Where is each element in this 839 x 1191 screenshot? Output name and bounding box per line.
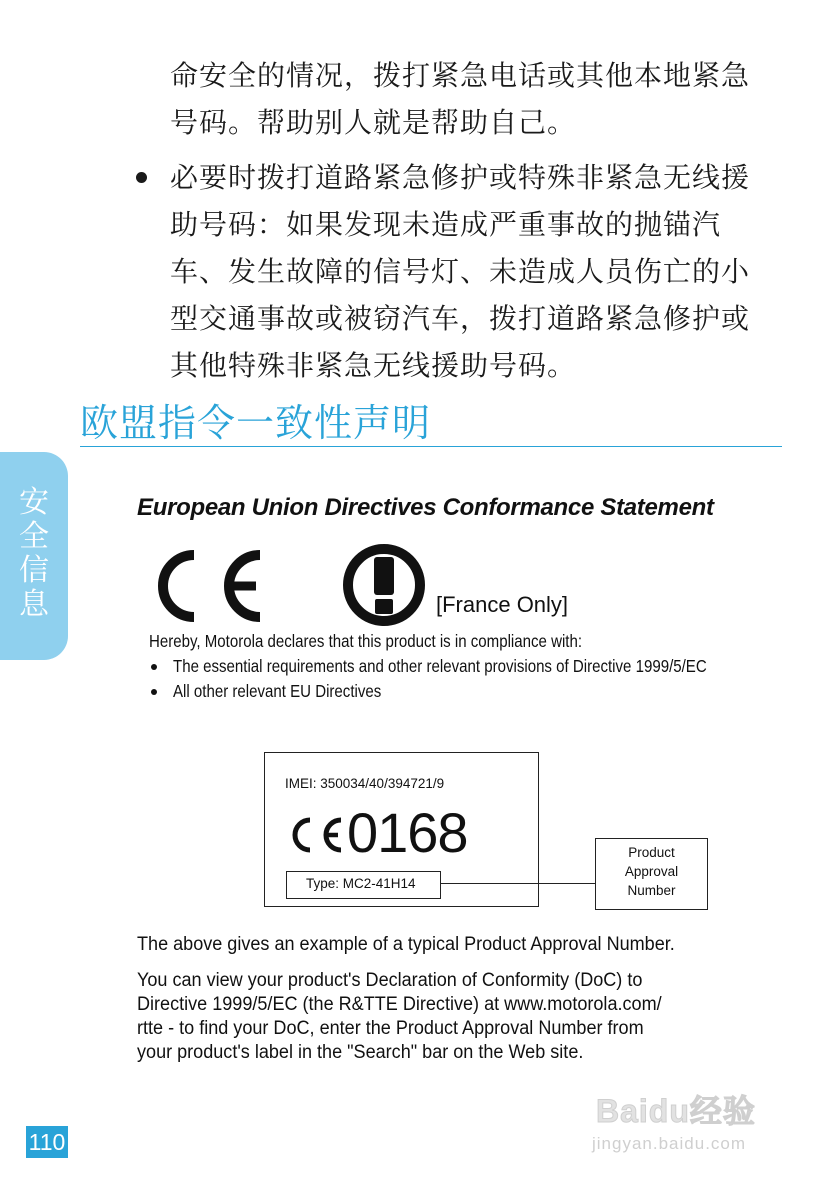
callout-line: Number [627,883,676,898]
text-line: Directive 1999/5/EC (the R&TTE Directive) at www.motorola.com/ [137,994,662,1015]
bullet-paragraph [170,154,790,389]
approval-callout-label [595,843,708,900]
directive-bullet: The essential requirements and other relevant provisions of Directive 1999/5/EC [173,656,707,676]
bullet-icon [151,689,157,695]
text-line: rtte - to find your DoC, enter the Product Approval Number from [137,1018,644,1039]
section-title: 欧盟指令一致性声明 [80,401,432,445]
text-line: 车、发生故障的信号灯、未造成人员伤亡的小 [170,255,751,288]
body-paragraph-continued [170,52,790,146]
chapter-side-tab-label: 安全信息 [19,485,49,622]
text-line: 其他特殊非紧急无线援助号码。 [170,349,577,382]
text-line: The above gives an example of a typical Product Approval Number. [137,934,675,955]
ce-mark-small-icon [287,815,345,855]
alert-mark-icon [341,542,427,628]
bullet-icon [136,172,147,183]
watermark-logo: Baidu经验 [596,1093,756,1129]
section-divider [80,446,782,447]
text-line: 必要时拨打道路紧急修护或特殊非紧急无线援 [170,161,751,194]
text-line: 助号码：如果发现未造成严重事故的抛锚汽 [170,208,722,241]
text-line: 命安全的情况，拨打紧急电话或其他本地紧急 [170,59,751,92]
statement-title: European Union Directives Conformance Statement [137,494,714,521]
text-line: 型交通事故或被窃汽车，拨打道路紧急修护或 [170,302,751,335]
callout-line: Approval [624,864,679,879]
text-line: You can view your product's Declaration of Conformity (DoC) to [137,970,643,991]
callout-line: Product [628,845,675,860]
bullet-icon [151,664,157,670]
text-line: 号码。帮助别人就是帮助自己。 [170,106,577,139]
declaration-text: Hereby, Motorola declares that this product is in compliance with: [149,631,583,651]
ce-mark-icon [148,546,268,626]
imei-text: IMEI: 350034/40/394721/9 [285,776,445,791]
callout-connector-line [441,883,595,884]
text-line: your product's label in the "Search" bar on the Web site. [137,1042,584,1063]
approval-number: 0168 [347,801,468,864]
type-text: Type: MC2-41H14 [306,876,416,891]
france-only-note: [France Only] [436,592,569,617]
watermark-url: jingyan.baidu.com [592,1134,747,1153]
page-number: 110 [26,1126,68,1158]
example-note [137,933,675,957]
directive-bullet: All other relevant EU Directives [173,681,382,701]
doc-paragraph [137,969,662,1065]
